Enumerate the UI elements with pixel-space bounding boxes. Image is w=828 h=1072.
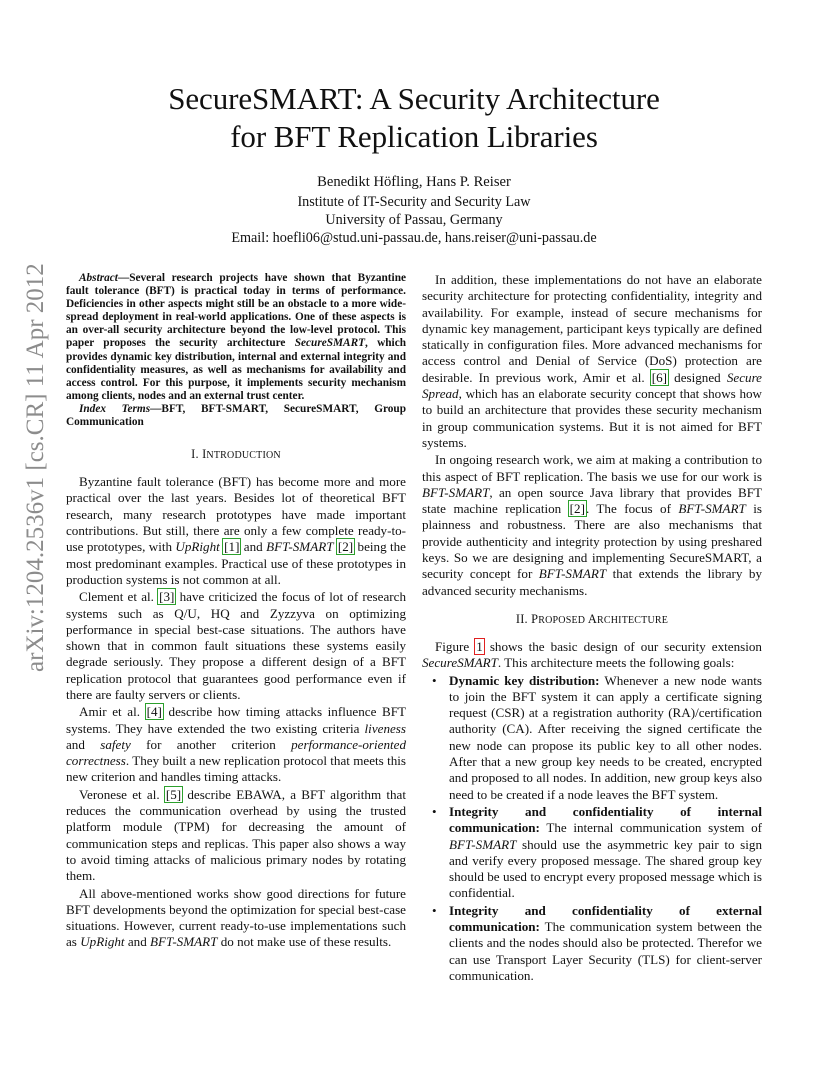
left-column xyxy=(66,272,406,952)
list-item: • Integrity and confidentiality of external communication: The communication system between the clients and the nodes should also be protected. Therefor we can use Transport Layer Security (TLS) for client-server communication. xyxy=(432,902,762,983)
section-title-head-2: A xyxy=(587,611,597,626)
abstract-text-2: , which provides dynamic key distribution, internal and external integrity and confidentiality measures, as well as mechanisms for availability and access control. For this purpose, it implements security mechanism among clients, nodes and an external trust center. xyxy=(66,337,406,402)
author-institute: Institute of IT-Security and Security Law xyxy=(297,194,531,210)
bullet-icon: • xyxy=(432,902,437,918)
citation-link[interactable]: [2] xyxy=(337,539,354,555)
section-numeral: II. xyxy=(515,611,528,626)
intro-paragraph-2: Clement et al. [3] have criticized the focus of lot of research systems such as Q/U, HQ and Zyzzyva on optimizing performance in special best-case situations. The authors have shown that in common fault situations these systems easily degrade seriously. They propose a different design of a BFT replication protocol that guarantees good performance even if there are faulty servers or clients. xyxy=(66,589,406,702)
bullet-icon: • xyxy=(432,672,437,688)
intro-paragraph-6: In addition, these implementations do not have an elaborate security architecture for protecting confidentiality, integrity and availability. For example, instead of secure mechanisms for dynamic key management, participant keys typically are defined statically in configuration files. More advanced mechanisms for access control and Denial of Service (DoS) protection are desirable. In previous work, Amir et al. [6] designed Secure Spread, which has an elaborate security concept that shows how to build an architecture that provides these security mechanism in group communication systems. But it is not aimed for BFT systems. xyxy=(422,272,762,450)
citation-link[interactable]: [4] xyxy=(146,704,162,720)
intro-paragraph-7: In ongoing research work, we aim at making a contribution to this aspect of BFT replication. The basis we use for our work is BFT-SMART, an open source Java library that provides BFT state machine replication [2]. The focus of BFT-SMART is plainness and robustness. There are also mechanisms that provide authenticity and integrity protection by using preshared keys. So we are designing and implementing SecureSMART, a security concept for BFT-SMART that extends the library by advanced security mechanisms. xyxy=(422,452,763,598)
index-terms xyxy=(66,403,406,429)
author-email[interactable]: Email: hoefli06@stud.uni-passau.de, hans.reiser@uni-passau.de xyxy=(231,230,597,246)
citation-link[interactable]: [2] xyxy=(569,501,585,517)
citation-link[interactable]: [1] xyxy=(224,539,240,555)
right-column xyxy=(422,272,762,985)
section-title-head: P xyxy=(531,611,539,626)
intro-paragraph-3: Amir et al. [4] describe how timing attacks influence BFT systems. They have extended the two existing criteria liveness and safety for another criterion performance-oriented correctness. They built a new replication protocol that meets this new criterion and handles timing attacks. xyxy=(66,704,406,785)
figure-link[interactable]: 1 xyxy=(476,638,483,654)
citation-link[interactable]: [5] xyxy=(165,786,182,802)
section-title-head: I xyxy=(202,447,207,462)
architecture-paragraph: Figure 1 shows the basic design of our security extension SecureSMART. This architecture meets the following goals: xyxy=(422,638,762,671)
intro-paragraph-4: Veronese et al. [5] describe EBAWA, a BFT algorithm that reduces the communication overhead by using the trusted platform module (TPM) for decreasing the amount of communication steps and replicas. This paper also shows a way to avoid timing attacks of malicious primary nodes by rotating them. xyxy=(66,786,407,884)
abstract-label: Abstract xyxy=(79,272,118,284)
section-title-rest: ROPOSED xyxy=(538,614,586,626)
bullet-icon: • xyxy=(432,803,437,819)
section-heading-proposed-architecture xyxy=(422,611,762,629)
citation-link[interactable]: [6] xyxy=(651,369,668,385)
author-university: University of Passau, Germany xyxy=(325,212,503,228)
intro-paragraph-5: All above-mentioned works show good directions for future BFT developments beyond the optimization for special best-case situations. However, current ready-to-use implementations such as UpRight and BFT-SMART do not make use of these results. xyxy=(66,885,406,950)
index-terms-text: —BFT, BFT-SMART, SecureSMART, Group Communication xyxy=(66,402,407,429)
index-terms-label: Index Terms xyxy=(79,402,151,415)
goals-list xyxy=(422,673,762,985)
list-item: • Integrity and confidentiality of internal communication: The internal communication system of BFT-SMART should use the asymmetric key pair to sign and verify every proposed message. The shared group key should be used to encrypt every proposed message which is confidential. xyxy=(432,803,762,901)
section-heading-introduction xyxy=(66,446,406,464)
arxiv-side-stamp: arXiv:1204.2536v1 [cs.CR] 11 Apr 2012 xyxy=(22,263,49,672)
section-title-rest-2: RCHITECTURE xyxy=(597,614,669,626)
abstract xyxy=(66,272,406,403)
section-title-rest: NTRODUCTION xyxy=(206,450,281,462)
author-block xyxy=(150,173,678,247)
author-names: Benedikt Höfling, Hans P. Reiser xyxy=(317,174,511,190)
list-item: • Dynamic key distribution: Whenever a new node wants to join the BFT system it can apply a certificate signing request (CSR) at a registration authority (RA)/certification authority (CA). After receiving the signed certificate the new node can propose its public key to all other nodes. After that a new group key needs to be created, encrypted and proposed to all nodes. In addition, new group keys also need to be created if a node leaves the BFT system. xyxy=(432,672,762,802)
abstract-text: —Several research projects have shown that Byzantine fault tolerance (BFT) is practical today in terms of performance. Deficiencies in other aspects might still be an obstacle to a more wide-spread deployment in real-world applications. One of these aspects is an over-all security architecture beyond the low-level protocol. This paper proposes the security architecture xyxy=(66,272,406,350)
title-line-2: for BFT Replication Libraries xyxy=(230,119,598,154)
citation-link[interactable]: [3] xyxy=(159,589,175,605)
title-line-1: SecureSMART: A Security Architecture xyxy=(168,81,660,116)
section-numeral: I. xyxy=(191,447,199,462)
abstract-emphasis: SecureSMART xyxy=(294,337,366,350)
intro-paragraph-1: Byzantine fault tolerance (BFT) has become more and more practical over the last years. Besides lot of theoretical BFT research, many research prototypes have made important contributions. But still, there are only a few complete ready-to-use prototypes, with UpRight [1] and BFT-SMART [2] being the most predominant examples. Practical use of these prototypes in production systems is not common at all. xyxy=(66,474,406,587)
paper-title xyxy=(90,80,738,156)
